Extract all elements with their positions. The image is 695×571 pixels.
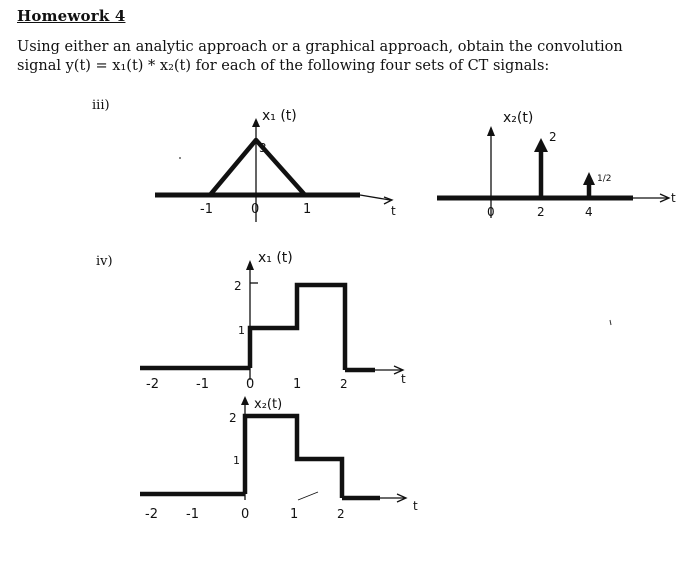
x1-iii-tick: 1: [303, 202, 312, 217]
x2-iv-tick: 2: [337, 507, 345, 521]
x1-iv-tick: -1: [196, 377, 209, 392]
x1-iv-level: 2: [234, 279, 242, 293]
plot-iii-x1: [155, 108, 396, 222]
x1-iv-up-arrow-icon: [246, 260, 254, 270]
x1-iv-tick: 2: [340, 377, 348, 391]
x1-iii-peak: 3: [259, 141, 267, 155]
stray-dot: [179, 157, 181, 159]
x1-iii-tick: -1: [200, 202, 213, 217]
x2-iii-tick: 0: [487, 205, 495, 219]
instructions-line-1: Using either an analytic approach or a graphical approach, obtain the convolution: [17, 39, 623, 55]
x2-iv-waveform: [245, 416, 342, 498]
part-iii-label: iii): [92, 98, 110, 113]
page-title: Homework 4: [17, 7, 126, 25]
x1-iii-t-label: t: [391, 204, 396, 218]
x2-iii-tick: 2: [537, 205, 545, 219]
x1-iv-waveform: [250, 285, 345, 370]
instructions-line-2: signal y(t) = x₁(t) * x₂(t) for each of the following four sets of CT signals:: [17, 58, 550, 74]
plot-iii-x2: [437, 110, 676, 219]
x2-iv-level: 2: [229, 411, 237, 425]
plot-iv-x1: [140, 250, 406, 392]
x2-iii-weight: 1/2: [597, 174, 612, 184]
x1-iv-level: 1: [238, 324, 245, 337]
x2-iv-stray-mark: [298, 492, 318, 500]
x2-iv-tick: -1: [186, 507, 199, 522]
x2-iii-weight: 2: [549, 130, 557, 144]
x2-iii-tick: 4: [585, 205, 593, 219]
x2-iv-tick: 1: [290, 507, 299, 522]
x2-iii-impulse-2-arrow-icon: [534, 138, 548, 152]
x1-iv-tick: 1: [293, 377, 302, 392]
x2-iv-tick: -2: [145, 507, 158, 522]
x1-iii-triangle: [210, 140, 305, 195]
stray-mark: [610, 320, 611, 325]
x2-iv-name: x₂(t): [254, 397, 283, 412]
part-iv-label: iv): [96, 254, 113, 269]
x2-iv-level: 1: [233, 454, 240, 467]
x1-iv-t-label: t: [401, 372, 406, 386]
x1-iii-up-arrow-icon: [252, 118, 260, 127]
x1-iv-tick: -2: [146, 377, 159, 392]
x2-iv-tick: 0: [241, 507, 250, 522]
x1-iii-arrow-icon: [384, 197, 392, 204]
x1-iii-name: x₁ (t): [262, 108, 297, 124]
x2-iii-up-arrow-icon: [487, 126, 495, 136]
x2-iii-name: x₂(t): [503, 110, 534, 126]
x1-iv-tick: 0: [246, 377, 255, 392]
x1-iii-tick: 0: [251, 202, 260, 217]
x2-iii-impulse-half-arrow-icon: [583, 172, 595, 185]
plot-iv-x2: [140, 396, 418, 522]
x1-iv-name: x₁ (t): [258, 250, 293, 266]
x2-iv-up-arrow-icon: [241, 396, 249, 405]
x2-iv-t-label: t: [413, 499, 418, 513]
x2-iii-t-label: t: [671, 191, 676, 205]
